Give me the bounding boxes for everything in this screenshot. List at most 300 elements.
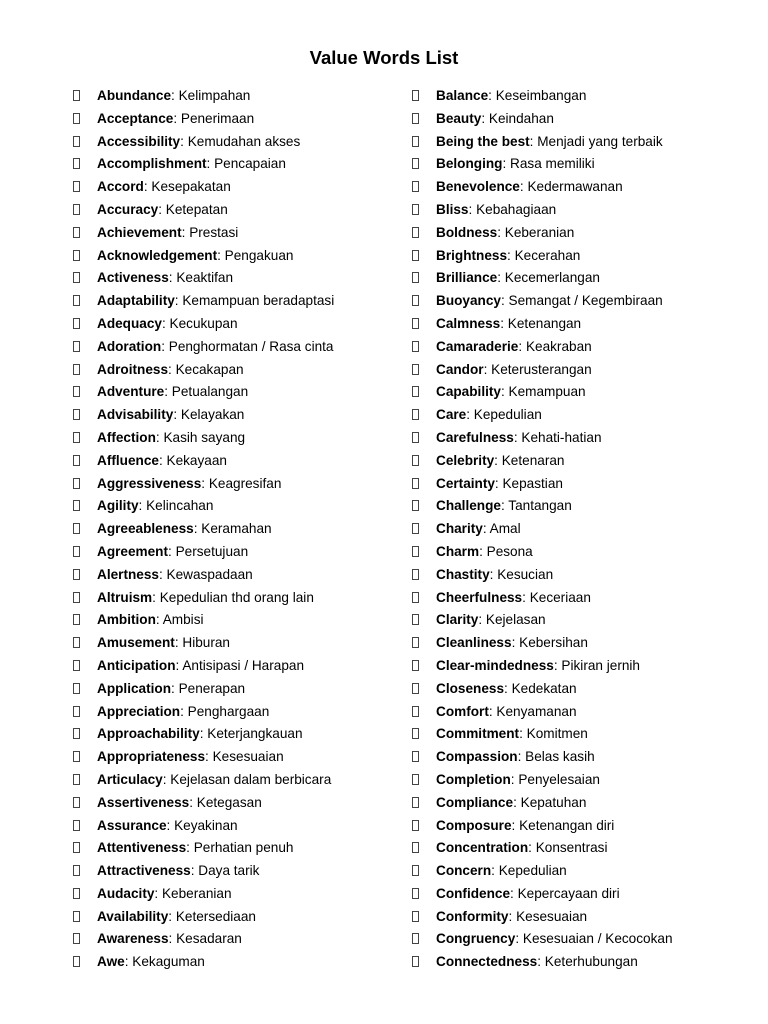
value-word-meaning: Kesadaran [176, 931, 242, 947]
value-word-meaning: Perhatian penuh [193, 840, 294, 856]
value-word-text: Boldness: Keberanian [436, 224, 575, 240]
value-word-item [412, 495, 742, 518]
value-word-meaning: Keagresifan [208, 475, 282, 491]
value-word-meaning: Ketenangan diri [519, 817, 615, 833]
value-word-meaning: Kecerahan [514, 247, 581, 263]
checkbox-icon[interactable] [73, 728, 80, 739]
checkbox-icon[interactable] [412, 113, 419, 124]
value-word-meaning: Keakraban [525, 338, 592, 354]
value-word-text: Acknowledgement: Pengakuan [97, 247, 294, 263]
value-word-term: Beauty [436, 110, 482, 126]
checkbox-icon[interactable] [73, 272, 80, 283]
value-word-term: Compassion [436, 749, 518, 765]
value-word-term: Agility [97, 498, 139, 514]
checkbox-icon[interactable] [73, 158, 80, 169]
value-word-text: Charm: Pesona [436, 543, 533, 559]
value-word-item [412, 85, 742, 108]
value-word-text: Agreement: Persetujuan [97, 543, 249, 559]
value-word-text: Acceptance: Penerimaan [97, 110, 255, 126]
checkbox-icon[interactable] [73, 90, 80, 101]
checkbox-icon[interactable] [73, 956, 80, 967]
value-word-term: Approachability [97, 726, 200, 742]
value-word-term: Completion [436, 771, 511, 787]
value-word-item [73, 290, 393, 313]
checkbox-icon[interactable] [73, 181, 80, 192]
checkbox-icon[interactable] [412, 911, 419, 922]
value-word-meaning: Kesesuaian / Kecocokan [522, 931, 673, 947]
value-word-text: Ambition: Ambisi [97, 612, 204, 628]
checkbox-icon[interactable] [73, 409, 80, 420]
checkbox-icon[interactable] [73, 318, 80, 329]
value-word-text: Bliss: Kebahagiaan [436, 201, 557, 217]
value-word-meaning: Kelincahan [146, 498, 214, 514]
value-word-item [73, 587, 393, 610]
value-word-item [73, 267, 393, 290]
value-word-meaning: Pikiran jernih [561, 657, 640, 673]
checkbox-icon[interactable] [412, 683, 419, 694]
value-word-meaning: Ketepatan [165, 201, 228, 217]
value-word-meaning: Ketegasan [196, 794, 262, 810]
value-word-term: Commitment [436, 726, 520, 742]
value-word-term: Cheerfulness [436, 589, 523, 605]
checkbox-icon[interactable] [73, 797, 80, 808]
value-word-term: Belonging [436, 156, 503, 172]
checkbox-icon[interactable] [412, 888, 419, 899]
value-word-text: Confidence: Kepercayaan diri [436, 885, 620, 901]
value-list-right-column [412, 85, 742, 974]
value-word-text: Approachability: Keterjangkauan [97, 726, 303, 742]
value-word-term: Buoyancy [436, 293, 501, 309]
value-word-term: Altruism [97, 589, 153, 605]
value-word-item [73, 701, 393, 724]
value-word-meaning: Kepedulian thd orang lain [159, 589, 314, 605]
checkbox-icon[interactable] [412, 409, 419, 420]
value-word-item [73, 541, 393, 564]
value-word-item [412, 792, 742, 815]
value-word-term: Appreciation [97, 703, 181, 719]
value-word-meaning: Belas kasih [525, 749, 595, 765]
value-word-term: Brightness [436, 247, 508, 263]
value-word-term: Chastity [436, 566, 490, 582]
value-word-text: Compliance: Kepatuhan [436, 794, 587, 810]
value-word-item [73, 108, 393, 131]
checkbox-icon[interactable] [412, 797, 419, 808]
value-word-item [73, 427, 393, 450]
checkbox-icon[interactable] [412, 774, 419, 785]
value-word-item [412, 267, 742, 290]
value-word-term: Comfort [436, 703, 489, 719]
value-word-meaning: Keterhubungan [544, 954, 638, 970]
value-word-meaning: Penghormatan / Rasa cinta [168, 338, 334, 354]
value-word-text: Conformity: Kesesuaian [436, 908, 588, 924]
value-word-item [73, 495, 393, 518]
checkbox-icon[interactable] [73, 888, 80, 899]
value-word-text: Assurance: Keyakinan [97, 817, 238, 833]
checkbox-icon[interactable] [412, 592, 419, 603]
checkbox-icon[interactable] [73, 455, 80, 466]
value-word-term: Carefulness [436, 429, 514, 445]
checkbox-icon[interactable] [73, 614, 80, 625]
value-word-meaning: Keyakinan [174, 817, 238, 833]
value-word-text: Brilliance: Kecemerlangan [436, 270, 600, 286]
checkbox-icon[interactable] [73, 660, 80, 671]
value-word-meaning: Persetujuan [175, 543, 249, 559]
value-word-text: Aggressiveness: Keagresifan [97, 475, 282, 491]
value-word-term: Accord [97, 179, 144, 195]
checkbox-icon[interactable] [412, 820, 419, 831]
checkbox-icon[interactable] [73, 706, 80, 717]
value-word-meaning: Ketenangan [507, 315, 582, 331]
value-word-term: Clear-mindedness [436, 657, 554, 673]
checkbox-icon[interactable] [412, 341, 419, 352]
value-word-meaning: Prestasi [189, 224, 239, 240]
value-word-item [73, 883, 393, 906]
checkbox-icon[interactable] [412, 500, 419, 511]
checkbox-icon[interactable] [73, 820, 80, 831]
value-word-text: Being the best: Menjadi yang terbaik [436, 133, 663, 149]
value-word-term: Being the best [436, 133, 530, 149]
value-word-term: Agreeableness [97, 521, 194, 537]
value-word-term: Accessibility [97, 133, 181, 149]
value-word-item [73, 769, 393, 792]
value-word-text: Candor: Keterusterangan [436, 361, 592, 377]
value-word-meaning: Amal [489, 521, 521, 537]
value-word-text: Charity: Amal [436, 521, 521, 537]
value-word-item [73, 518, 393, 541]
value-word-item [73, 131, 393, 154]
value-word-text: Belonging: Rasa memiliki [436, 156, 595, 172]
value-word-item [412, 381, 742, 404]
checkbox-icon[interactable] [412, 842, 419, 853]
value-word-meaning: Kepastian [502, 475, 563, 491]
value-word-text: Compassion: Belas kasih [436, 749, 595, 765]
value-word-term: Bliss [436, 201, 469, 217]
checkbox-icon[interactable] [412, 364, 419, 375]
value-word-item [73, 815, 393, 838]
checkbox-icon[interactable] [412, 272, 419, 283]
checkbox-icon[interactable] [412, 660, 419, 671]
value-word-meaning: Kesepakatan [151, 179, 231, 195]
value-word-item [73, 951, 393, 974]
value-word-text: Buoyancy: Semangat / Kegembiraan [436, 293, 663, 309]
value-word-meaning: Keceriaan [529, 589, 591, 605]
value-word-meaning: Kehati-hatian [521, 429, 602, 445]
checkbox-icon[interactable] [412, 751, 419, 762]
value-word-term: Acknowledgement [97, 247, 218, 263]
value-word-item [73, 85, 393, 108]
value-word-item [73, 906, 393, 929]
checkbox-icon[interactable] [412, 204, 419, 215]
value-word-meaning: Daya tarik [198, 863, 260, 879]
checkbox-icon[interactable] [412, 865, 419, 876]
checkbox-icon[interactable] [73, 500, 80, 511]
value-word-term: Compliance [436, 794, 514, 810]
value-word-item [412, 860, 742, 883]
value-word-term: Alertness [97, 566, 159, 582]
value-word-text: Attentiveness: Perhatian penuh [97, 840, 294, 856]
value-word-item [412, 131, 742, 154]
value-word-term: Adroitness [97, 361, 169, 377]
value-word-item [73, 404, 393, 427]
value-word-term: Achievement [97, 224, 182, 240]
value-word-item [412, 222, 742, 245]
value-word-text: Connectedness: Keterhubungan [436, 954, 638, 970]
value-word-term: Brilliance [436, 270, 498, 286]
checkbox-icon[interactable] [412, 728, 419, 739]
value-word-text: Achievement: Prestasi [97, 224, 239, 240]
value-word-item [73, 928, 393, 951]
checkbox-icon[interactable] [73, 911, 80, 922]
value-word-text: Cheerfulness: Keceriaan [436, 589, 591, 605]
checkbox-icon[interactable] [73, 386, 80, 397]
value-word-meaning: Pengakuan [224, 247, 294, 263]
value-word-text: Completion: Penyelesaian [436, 771, 600, 787]
value-word-term: Boldness [436, 224, 498, 240]
checkbox-icon[interactable] [412, 158, 419, 169]
checkbox-icon[interactable] [412, 569, 419, 580]
value-word-item [73, 837, 393, 860]
value-word-item [412, 928, 742, 951]
value-word-term: Adoration [97, 338, 162, 354]
value-word-term: Audacity [97, 885, 155, 901]
checkbox-icon[interactable] [412, 523, 419, 534]
checkbox-icon[interactable] [412, 250, 419, 261]
checkbox-icon[interactable] [73, 432, 80, 443]
value-word-item [73, 473, 393, 496]
value-word-meaning: Kecemerlangan [504, 270, 600, 286]
value-word-meaning: Kedekatan [511, 680, 577, 696]
value-word-term: Articulacy [97, 771, 163, 787]
value-word-meaning: Komitmen [526, 726, 588, 742]
checkbox-icon[interactable] [412, 933, 419, 944]
value-word-item [412, 837, 742, 860]
checkbox-icon[interactable] [412, 546, 419, 557]
checkbox-icon[interactable] [73, 865, 80, 876]
value-word-meaning: Kepedulian [498, 863, 567, 879]
value-word-term: Assertiveness [97, 794, 190, 810]
value-word-text: Care: Kepedulian [436, 407, 542, 423]
checkbox-icon[interactable] [412, 227, 419, 238]
checkbox-icon[interactable] [73, 523, 80, 534]
value-word-text: Celebrity: Ketenaran [436, 452, 565, 468]
checkbox-icon[interactable] [73, 592, 80, 603]
checkbox-icon[interactable] [412, 637, 419, 648]
value-word-meaning: Kemampuan beradaptasi [182, 293, 335, 309]
value-word-text: Congruency: Kesesuaian / Kecocokan [436, 931, 673, 947]
checkbox-icon[interactable] [73, 546, 80, 557]
value-word-text: Benevolence: Kedermawanan [436, 179, 623, 195]
checkbox-icon[interactable] [412, 318, 419, 329]
value-word-meaning: Kepedulian [473, 407, 542, 423]
value-word-term: Accomplishment [97, 156, 207, 172]
checkbox-icon[interactable] [73, 295, 80, 306]
checkbox-icon[interactable] [73, 569, 80, 580]
value-word-meaning: Kejelasan [485, 612, 546, 628]
value-word-meaning: Pesona [486, 543, 533, 559]
value-word-meaning: Penyelesaian [518, 771, 600, 787]
value-word-meaning: Keberanian [161, 885, 232, 901]
checkbox-icon[interactable] [73, 364, 80, 375]
value-word-text: Comfort: Kenyamanan [436, 703, 577, 719]
checkbox-icon[interactable] [73, 478, 80, 489]
value-word-text: Balance: Keseimbangan [436, 88, 587, 103]
value-word-text: Brightness: Kecerahan [436, 247, 581, 263]
value-word-text: Anticipation: Antisipasi / Harapan [97, 657, 305, 673]
value-word-term: Accuracy [97, 201, 159, 217]
checkbox-icon[interactable] [412, 432, 419, 443]
value-word-meaning: Kasih sayang [163, 429, 246, 445]
value-word-text: Audacity: Keberanian [97, 885, 232, 901]
value-word-term: Connectedness [436, 954, 538, 970]
value-word-text: Clear-mindedness: Pikiran jernih [436, 657, 640, 673]
value-word-term: Composure [436, 817, 512, 833]
value-word-text: Concern: Kepedulian [436, 863, 567, 879]
value-word-term: Attractiveness [97, 863, 191, 879]
value-word-term: Aggressiveness [97, 475, 202, 491]
value-word-text: Cleanliness: Kebersihan [436, 635, 588, 651]
value-word-term: Affluence [97, 452, 159, 468]
value-word-item [73, 381, 393, 404]
checkbox-icon[interactable] [412, 706, 419, 717]
checkbox-icon[interactable] [73, 751, 80, 762]
value-word-term: Awareness [97, 931, 169, 947]
value-word-term: Charm [436, 543, 480, 559]
checkbox-icon[interactable] [73, 250, 80, 261]
checkbox-icon[interactable] [73, 136, 80, 147]
value-word-meaning: Konsentrasi [535, 840, 608, 856]
checkbox-icon[interactable] [73, 774, 80, 785]
value-word-term: Capability [436, 384, 501, 400]
value-word-text: Assertiveness: Ketegasan [97, 794, 262, 810]
value-word-meaning: Keindahan [488, 110, 554, 126]
checkbox-icon[interactable] [412, 181, 419, 192]
value-word-text: Challenge: Tantangan [436, 498, 572, 514]
value-word-item [73, 176, 393, 199]
value-word-term: Concern [436, 863, 492, 879]
value-word-text: Availability: Ketersediaan [97, 908, 256, 924]
checkbox-icon[interactable] [412, 295, 419, 306]
value-word-item [73, 336, 393, 359]
checkbox-icon[interactable] [73, 933, 80, 944]
value-word-meaning: Kecakapan [175, 361, 244, 377]
value-word-item [412, 883, 742, 906]
value-word-term: Concentration [436, 840, 529, 856]
value-word-text: Agility: Kelincahan [97, 498, 214, 514]
value-word-item [412, 701, 742, 724]
value-word-item [412, 153, 742, 176]
value-word-term: Candor [436, 361, 484, 377]
value-word-item [412, 290, 742, 313]
value-word-item [412, 199, 742, 222]
checkbox-icon[interactable] [412, 136, 419, 147]
value-word-item [73, 153, 393, 176]
value-word-term: Affection [97, 429, 156, 445]
value-word-text: Closeness: Kedekatan [436, 680, 577, 696]
value-word-meaning: Rasa memiliki [510, 156, 595, 172]
value-word-term: Clarity [436, 612, 479, 628]
checkbox-icon[interactable] [73, 683, 80, 694]
value-word-meaning: Kesesuaian [516, 908, 588, 924]
value-word-term: Congruency [436, 931, 516, 947]
checkbox-icon[interactable] [412, 956, 419, 967]
checkbox-icon[interactable] [73, 341, 80, 352]
checkbox-icon[interactable] [412, 386, 419, 397]
value-word-meaning: Semangat / Kegembiraan [508, 293, 663, 309]
value-word-text: Camaraderie: Keakraban [436, 338, 592, 354]
value-word-meaning: Kepercayaan diri [517, 885, 620, 901]
value-word-term: Abundance [97, 88, 172, 103]
value-word-meaning: Kelayakan [180, 407, 245, 423]
checkbox-icon[interactable] [412, 478, 419, 489]
value-word-item [412, 176, 742, 199]
value-word-meaning: Antisipasi / Harapan [182, 657, 305, 673]
value-word-meaning: Kebahagiaan [476, 201, 557, 217]
value-word-term: Camaraderie [436, 338, 519, 354]
value-word-item [73, 450, 393, 473]
value-word-term: Appropriateness [97, 749, 206, 765]
value-word-item [412, 815, 742, 838]
value-word-text: Accessibility: Kemudahan akses [97, 133, 301, 149]
value-word-text: Commitment: Komitmen [436, 726, 588, 742]
value-word-term: Adequacy [97, 315, 162, 331]
value-word-term: Availability [97, 908, 169, 924]
value-word-text: Beauty: Keindahan [436, 110, 554, 126]
value-word-term: Benevolence [436, 179, 520, 195]
value-word-meaning: Keberanian [504, 224, 575, 240]
value-word-item [412, 473, 742, 496]
value-word-term: Balance [436, 88, 489, 103]
value-word-meaning: Kesucian [497, 566, 554, 582]
value-word-meaning: Kekayaan [166, 452, 227, 468]
value-word-text: Affluence: Kekayaan [97, 452, 227, 468]
value-word-text: Certainty: Kepastian [436, 475, 563, 491]
checkbox-icon[interactable] [73, 227, 80, 238]
value-word-meaning: Menjadi yang terbaik [537, 133, 663, 149]
value-word-term: Assurance [97, 817, 167, 833]
value-word-item [412, 541, 742, 564]
value-word-text: Activeness: Keaktifan [97, 270, 234, 286]
value-word-text: Awareness: Kesadaran [97, 931, 242, 947]
checkbox-icon[interactable] [412, 90, 419, 101]
checkbox-icon[interactable] [73, 637, 80, 648]
value-word-item [73, 792, 393, 815]
value-word-meaning: Ketersediaan [175, 908, 256, 924]
value-word-item [412, 746, 742, 769]
checkbox-icon[interactable] [412, 614, 419, 625]
value-word-item [412, 655, 742, 678]
value-word-item [73, 359, 393, 382]
value-word-meaning: Keseimbangan [495, 88, 587, 103]
value-word-text: Agreeableness: Keramahan [97, 521, 272, 537]
checkbox-icon[interactable] [73, 842, 80, 853]
value-word-item [412, 450, 742, 473]
checkbox-icon[interactable] [412, 455, 419, 466]
value-word-term: Agreement [97, 543, 169, 559]
value-word-term: Anticipation [97, 657, 176, 673]
value-word-text: Accuracy: Ketepatan [97, 201, 228, 217]
value-word-text: Alertness: Kewaspadaan [97, 566, 253, 582]
value-word-item [412, 427, 742, 450]
checkbox-icon[interactable] [73, 204, 80, 215]
value-word-item [73, 723, 393, 746]
value-word-item [73, 313, 393, 336]
value-word-text: Concentration: Konsentrasi [436, 840, 608, 856]
value-word-item [412, 678, 742, 701]
value-word-term: Adventure [97, 384, 165, 400]
value-word-text: Adaptability: Kemampuan beradaptasi [97, 293, 335, 309]
checkbox-icon[interactable] [73, 113, 80, 124]
value-word-item [412, 359, 742, 382]
